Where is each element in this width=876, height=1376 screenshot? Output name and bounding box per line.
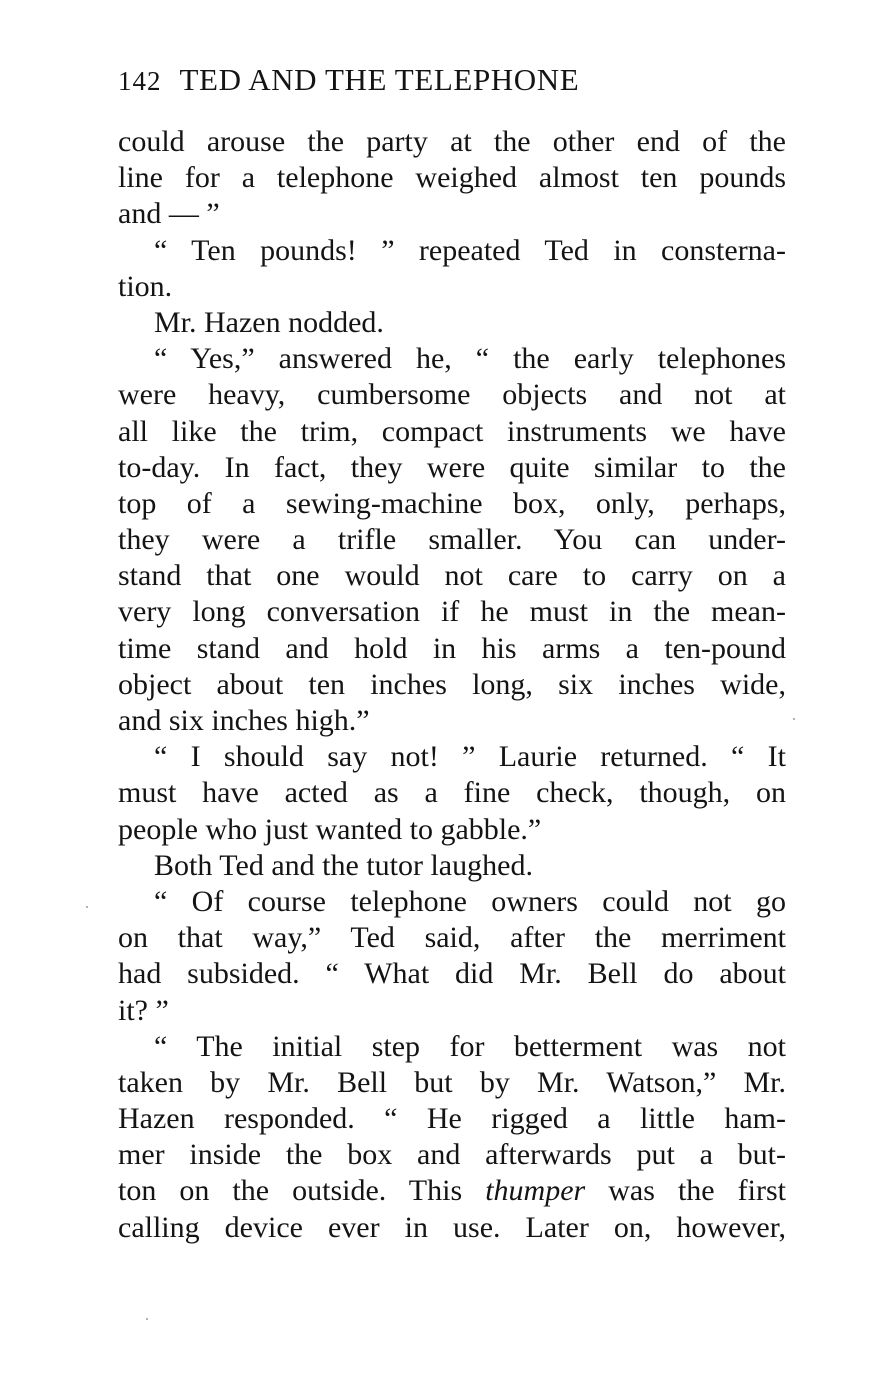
text-line: and six inches high.”: [118, 704, 370, 737]
italic-word: thumper: [485, 1174, 586, 1208]
text-line: calling device ever in use. Later on, however,: [118, 1210, 786, 1244]
text-line: must have acted as a fine check, though, on: [118, 776, 786, 810]
text-line: Both Ted and the tutor laughed.: [154, 848, 533, 882]
text-line: Hazen responded. “ He rigged a little ham-: [118, 1102, 786, 1136]
paper-speck: [146, 1318, 148, 1320]
text-line: stand that one would not care to carry on a: [118, 559, 786, 593]
text-line: were heavy, cumbersome objects and not at: [118, 378, 786, 412]
paper-speck: [86, 906, 88, 908]
text-line: it? ”: [118, 993, 169, 1027]
text-line: and — ”: [118, 197, 220, 231]
page-number: 142: [118, 66, 162, 96]
body-text: [118, 124, 786, 1246]
text-line: could arouse the party at the other end of the: [118, 125, 786, 158]
text-line: time stand and hold in his arms a ten-pound: [118, 631, 786, 665]
text-line: “ The initial step for betterment was not: [154, 1029, 786, 1063]
text-line: mer inside the box and afterwards put a but-: [118, 1138, 786, 1172]
text-line: line for a telephone weighed almost ten pounds: [118, 161, 786, 195]
text-line: “ I should say not! ” Laurie returned. “ It: [154, 740, 786, 774]
text-line: to-day. In fact, they were quite similar to the: [118, 450, 786, 484]
text-line: “ Of course telephone owners could not go: [154, 884, 786, 918]
text-line: “ Ten pounds! ” repeated Ted in consterna-: [154, 233, 786, 267]
text-line: tion.: [118, 269, 173, 303]
text-line: they were a trifle smaller. You can under-: [118, 523, 786, 557]
text-line: on that way,” Ted said, after the merriment: [118, 921, 786, 955]
running-title: TED AND THE TELEPHONE: [179, 62, 580, 97]
text-line: had subsided. “ What did Mr. Bell do about: [118, 957, 786, 991]
text-line: all like the trim, compact instruments we have: [118, 414, 786, 448]
text-line: “ Yes,” answered he, “ the early telephones: [154, 342, 786, 376]
text-line: ton on the outside. This thumper was the first: [118, 1174, 786, 1208]
running-head: [118, 60, 788, 101]
text-line: very long conversation if he must in the mean-: [118, 595, 786, 629]
text-line: object about ten inches long, six inches wide,: [118, 667, 786, 701]
paper-speck: [793, 718, 795, 720]
text-line: taken by Mr. Bell but by Mr. Watson,” Mr.: [118, 1065, 786, 1099]
text-line: top of a sewing-machine box, only, perhaps,: [118, 486, 786, 520]
text-line: Mr. Hazen nodded.: [154, 305, 384, 339]
text-line: people who just wanted to gabble.”: [118, 812, 542, 846]
